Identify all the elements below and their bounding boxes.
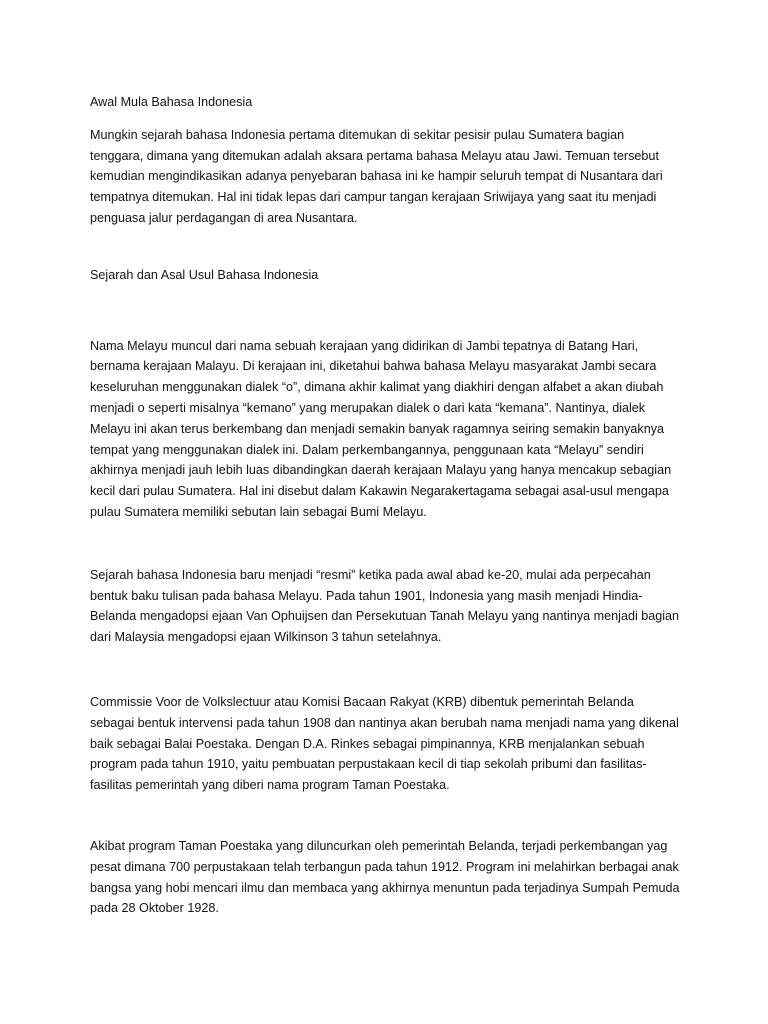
document-title: Awal Mula Bahasa Indonesia	[90, 95, 253, 109]
section-title: Sejarah dan Asal Usul Bahasa Indonesia	[90, 267, 319, 282]
body-paragraph-4: Akibat program Taman Poestaka yang diluncurkan oleh pemerintah Belanda, terjadi perkembangan yag pesat dimana 700 perpustakaan telah terbangun pada tahun 1912. Program ini melahirkan berbagai anak bangsa yang hobi mencari ilmu dan membaca yang akhirnya menuntun pada terjadinya Sumpah Pemuda pada 28 Oktober 1928.	[90, 838, 680, 916]
spacer	[90, 229, 680, 265]
body-paragraph-1: Nama Melayu muncul dari nama sebuah kerajaan yang didirikan di Jambi tepatnya di Batang Hari, bernama kerajaan Malayu. Di kerajaan ini, diketahui bahwa bahasa Melayu masyarakat Jambi secara keseluruhan menggunakan dialek “o”, dimana akhir kalimat yang diakhiri dengan alfabet a akan diubah menjadi o seperti misalnya “kemano” yang merupakan dialek o dari kata “kemana”. Nantinya, dialek Melayu ini akan terus berkembang dan menjadi semakin banyak ragamnya seiring semakin banyaknya tempat yang menggunakan dialek ini. Dalam perkembangannya, penggunaan kata “Melayu” sendiri akhirnya menjadi jauh lebih luas dibandingkan daerah kerajaan Malayu yang hanya mencakup sebagian kecil dari pulau Sumatera. Hal ini disebut dalam Kakawin Negarakertagama sebagai asal-usul mengapa pulau Sumatera memiliki sebutan lain sebagai Bumi Melayu.	[90, 338, 672, 519]
document-page	[90, 92, 680, 919]
intro-paragraph: Mungkin sejarah bahasa Indonesia pertama ditemukan di sekitar pesisir pulau Sumatera bagian tenggara, dimana yang ditemukan adalah aksara pertama bahasa Melayu atau Jawi. Temuan tersebut kemudian mengindikasikan adanya penyebaran bahasa ini ke hampir seluruh tempat di Nusantara dari tempatnya ditemukan. Hal ini tidak lepas dari campur tangan kerajaan Sriwijaya yang saat itu menjadi penguasa jalur perdagangan di area Nusantara.	[90, 127, 663, 225]
body-paragraph-3: Commissie Voor de Volkslectuur atau Komisi Bacaan Rakyat (KRB) dibentuk pemerintah Belanda sebagai bentuk intervensi pada tahun 1908 dan nantinya akan berubah nama menjadi nama yang dikenal baik sebagai Balai Poestaka. Dengan D.A. Rinkes sebagai pimpinannya, KRB menjalankan sebuah program pada tahun 1910, yaitu pembuatan perpustakaan kecil di tiap sekolah pribumi dan fasilitas-fasilitas pemerintah yang diberi nama program Taman Poestaka.	[90, 694, 679, 793]
spacer	[90, 648, 680, 692]
spacer	[90, 796, 680, 836]
spacer	[90, 523, 680, 565]
body-paragraph-2: Sejarah bahasa Indonesia baru menjadi “resmi” ketika pada awal abad ke-20, mulai ada perpecahan bentuk baku tulisan pada bahasa Melayu. Pada tahun 1901, Indonesia yang masih menjadi Hindia-Belanda mengadopsi ejaan Van Ophuijsen dan Persekutuan Tanah Melayu yang nantinya menjadi bagian dari Malaysia mengadopsi ejaan Wilkinson 3 tahun setelahnya.	[90, 567, 680, 645]
spacer	[90, 113, 680, 125]
spacer	[90, 286, 680, 336]
